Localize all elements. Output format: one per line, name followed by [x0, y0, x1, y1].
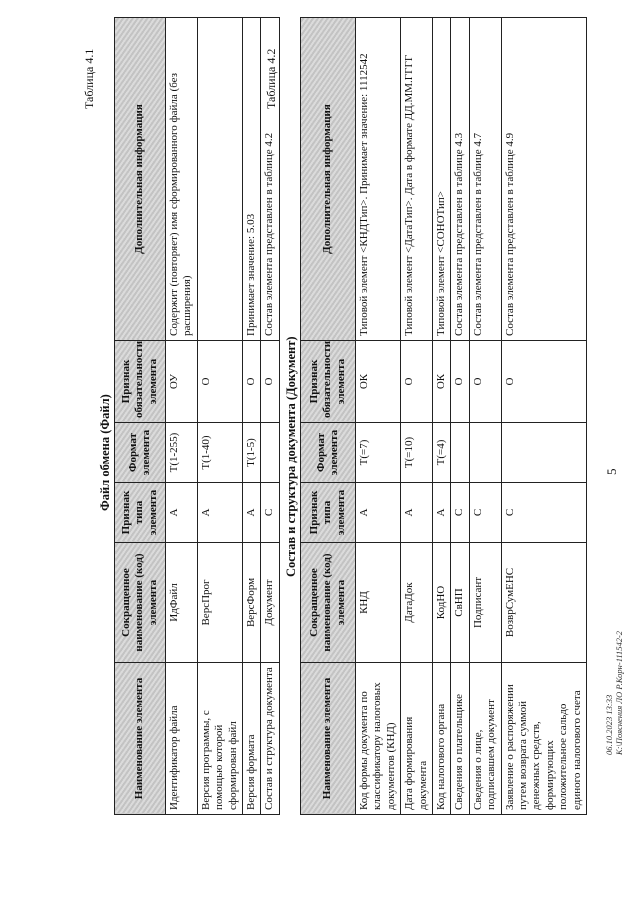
cell-info: Состав элемента представлен в таблице 4.9: [501, 18, 586, 341]
cell-required: О: [261, 341, 279, 423]
cell-info: Типовой элемент <КНДТип>. Принимает значение: 1112542: [356, 18, 401, 341]
cell-required: О: [401, 341, 433, 423]
cell-element-code: Документ: [261, 543, 279, 663]
table-header-cell: Дополнительная информация: [115, 18, 166, 341]
cell-required: О: [501, 341, 586, 423]
table-header-cell: Формат элемента: [115, 423, 166, 483]
table-header-cell: Наименование элемента: [115, 663, 166, 815]
cell-required: О: [451, 341, 469, 423]
cell-required: ОК: [433, 341, 451, 423]
table-row: [243, 18, 261, 815]
cell-info: Состав элемента представлен в таблице 4.3: [451, 18, 469, 341]
table-header-cell: Признак обязательности элемента: [115, 341, 166, 423]
cell-element-name: Заявление о распоряжении путем возврата суммой денежных средств, формирующих положительное сальдо единого налогового счета: [501, 663, 586, 815]
table-header-cell: Дополнительная информация: [301, 18, 356, 341]
cell-required: ОК: [356, 341, 401, 423]
cell-element-code: Подписант: [469, 543, 501, 663]
cell-element-code: ВерсФорм: [243, 543, 261, 663]
table-header-cell: Наименование элемента: [301, 663, 356, 815]
cell-element-code: ВозврСумЕНС: [501, 543, 586, 663]
cell-element-name: Версия формата: [243, 663, 261, 815]
table-4-2: [300, 17, 587, 815]
cell-format: [469, 423, 501, 483]
table-header-cell: Признак типа элемента: [301, 483, 356, 543]
cell-type: С: [501, 483, 586, 543]
cell-info: Состав элемента представлен в таблице 4.2: [261, 18, 279, 341]
table-4-1: [114, 17, 280, 815]
table-header-cell: Признак обязательности элемента: [301, 341, 356, 423]
table-4-2-caption: Состав и структура документа (Документ): [284, 336, 298, 577]
footer-path: К:\Пояснения ЛО Р.Корн-111542-2: [614, 630, 625, 755]
table-header-cell: Сокращенное наименование (код) элемента: [115, 543, 166, 663]
cell-element-name: Состав и структура документа: [261, 663, 279, 815]
table-4-1-label: Таблица 4.1: [82, 48, 96, 109]
cell-element-code: КНД: [356, 543, 401, 663]
table-4-1-caption: Файл обмена (Файл): [98, 394, 112, 511]
cell-type: С: [469, 483, 501, 543]
cell-type: А: [356, 483, 401, 543]
table-row: [356, 18, 401, 815]
cell-required: О: [243, 341, 261, 423]
table-row: [469, 18, 501, 815]
table-row: [501, 18, 586, 815]
cell-info: Состав элемента представлен в таблице 4.7: [469, 18, 501, 341]
table-header-cell: Признак типа элемента: [115, 483, 166, 543]
cell-element-code: ИдФайл: [166, 543, 198, 663]
cell-element-code: КодНО: [433, 543, 451, 663]
cell-format: T(=10): [401, 423, 433, 483]
table-header-cell: Формат элемента: [301, 423, 356, 483]
cell-info: Типовой элемент <СОНОТип>: [433, 18, 451, 341]
cell-element-code: СвНП: [451, 543, 469, 663]
cell-element-name: Код формы документа по классификатору налоговых документов (КНД): [356, 663, 401, 815]
footer-stamp: [604, 631, 624, 755]
page-number: 5: [604, 468, 619, 475]
cell-type: С: [451, 483, 469, 543]
cell-element-code: ДатаДок: [401, 543, 433, 663]
cell-format: T(1-5): [243, 423, 261, 483]
cell-info: Содержит (повторяет) имя сформированного файла (без расширения): [166, 18, 198, 341]
cell-element-name: Сведения о лице, подписавшем документ: [469, 663, 501, 815]
cell-element-code: ВерсПрог: [197, 543, 242, 663]
cell-format: [451, 423, 469, 483]
cell-type: С: [261, 483, 279, 543]
cell-format: T(=7): [356, 423, 401, 483]
cell-type: А: [166, 483, 198, 543]
cell-format: T(1-40): [197, 423, 242, 483]
cell-type: А: [197, 483, 242, 543]
cell-required: ОУ: [166, 341, 198, 423]
table-row: [401, 18, 433, 815]
table-4-2-label: Таблица 4.2: [264, 48, 278, 109]
table-row: [261, 18, 279, 815]
table-header-cell: Сокращенное наименование (код) элемента: [301, 543, 356, 663]
table-row: [166, 18, 198, 815]
cell-type: А: [401, 483, 433, 543]
cell-element-name: Код налогового органа: [433, 663, 451, 815]
cell-format: T(1-255): [166, 423, 198, 483]
cell-element-name: Идентификатор файла: [166, 663, 198, 815]
cell-type: А: [243, 483, 261, 543]
cell-element-name: Версия программы, с помощью которой сформирован файл: [197, 663, 242, 815]
cell-info: Принимает значение: 5.03: [243, 18, 261, 341]
table-row: [197, 18, 242, 815]
cell-format: [261, 423, 279, 483]
cell-required: О: [197, 341, 242, 423]
cell-format: [501, 423, 586, 483]
table-row: [451, 18, 469, 815]
cell-type: А: [433, 483, 451, 543]
table-row: [433, 18, 451, 815]
cell-format: T(=4): [433, 423, 451, 483]
footer-date: 06.10.2023 13:33: [604, 694, 614, 755]
cell-element-name: Дата формирования документа: [401, 663, 433, 815]
cell-info: Типовой элемент <ДатаТип>. Дата в формате ДД.ММ.ГГГГ: [401, 18, 433, 341]
cell-required: О: [469, 341, 501, 423]
cell-info: [197, 18, 242, 341]
cell-element-name: Сведения о плательщике: [451, 663, 469, 815]
